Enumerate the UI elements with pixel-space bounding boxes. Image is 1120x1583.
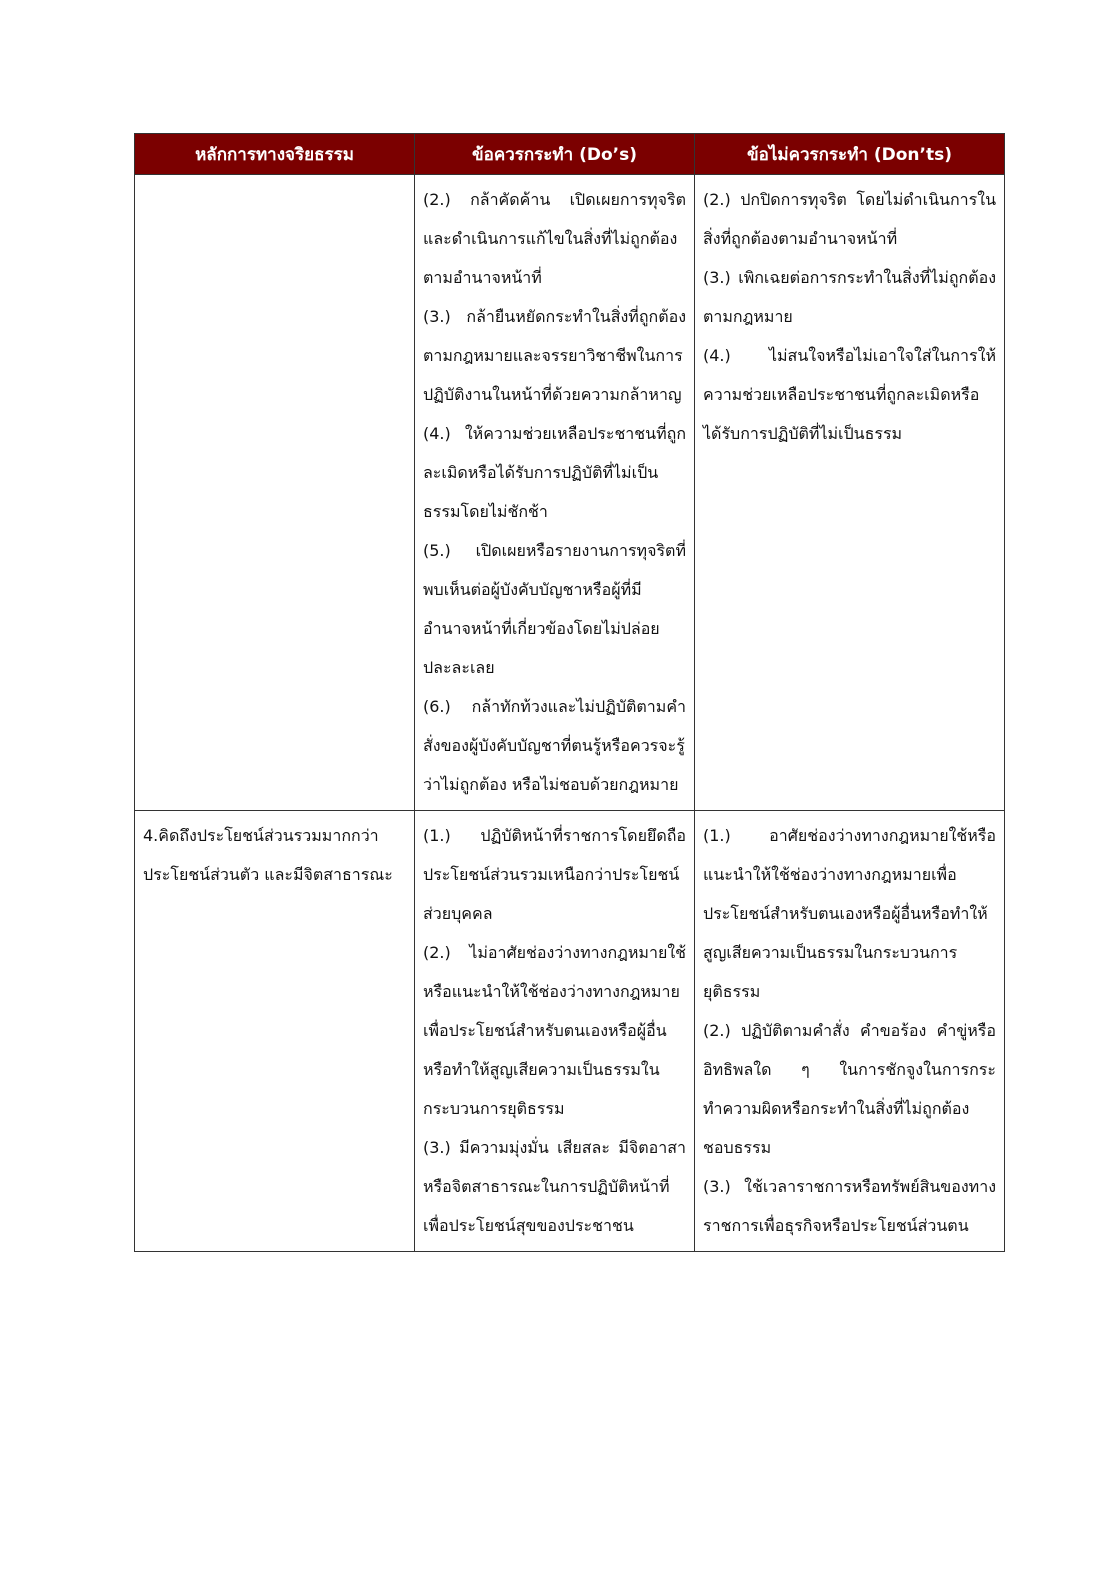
dos-item: (2.) กล้าคัดค้าน เปิดเผยการทุจริต และดำเนินการแก้ไขในสิ่งที่ไม่ถูกต้องตามอำนาจหน้าที่ (423, 190, 686, 287)
donts-item: (4.) ไม่สนใจหรือไม่เอาใจใส่ในการให้ความช่วยเหลือประชาชนที่ถูกละเมิดหรือได้รับการปฏิบัติที่ไม่เป็นธรรม (703, 346, 996, 443)
dos-item: (3.) มีความมุ่งมั่น เสียสละ มีจิตอาสาหรือจิตสาธารณะในการปฏิบัติหน้าที่เพื่อประโยชน์สุขของประชาชน (423, 1138, 686, 1235)
dos-cell (415, 811, 695, 1252)
donts-item: (2.) ปกปิดการทุจริต โดยไม่ดำเนินการในสิ่งที่ถูกต้องตามอำนาจหน้าที่ (703, 190, 996, 248)
donts-item: (3.) ใช้เวลาราชการหรือทรัพย์สินของทางราชการเพื่อธุรกิจหรือประโยชน์ส่วนตน (703, 1177, 996, 1235)
donts-item: (3.) เพิกเฉยต่อการกระทำในสิ่งที่ไม่ถูกต้องตามกฎหมาย (703, 268, 996, 326)
principle-text: 4.คิดถึงประโยชน์ส่วนรวมมากกว่าประโยชน์ส่วนตัว และมีจิตสาธารณะ (143, 826, 393, 884)
dos-list (423, 816, 686, 1245)
donts-item: (1.) อาศัยช่องว่างทางกฎหมายใช้หรือแนะนำให้ใช้ช่องว่างทางกฎหมายเพื่อประโยชน์สำหรับตนเองหรือผู้อื่นหรือทำให้สูญเสียความเป็นธรรมในกระบวนการยุติธรรม (703, 826, 996, 1001)
donts-cell (695, 175, 1005, 811)
header-principle: หลักการทางจริยธรรม (135, 134, 415, 175)
donts-item: (2.) ปฏิบัติตามคำสั่ง คำขอร้อง คำขู่หรืออิทธิพลใด ๆ ในการชักจูงในการกระทำความผิดหรือกระทำในสิ่งที่ไม่ถูกต้องชอบธรรม (703, 1021, 996, 1157)
header-donts: ข้อไม่ควรกระทำ (Don’ts) (695, 134, 1005, 175)
header-row (135, 134, 1005, 175)
dos-item: (5.) เปิดเผยหรือรายงานการทุจริตที่พบเห็นต่อผู้บังคับบัญชาหรือผู้ที่มีอำนาจหน้าที่เกี่ยวข้องโดยไม่ปล่อยปละละเลย (423, 541, 686, 677)
dos-item: (1.) ปฏิบัติหน้าที่ราชการโดยยึดถือประโยชน์ส่วนรวมเหนือกว่าประโยชน์ส่วยบุคคล (423, 826, 686, 923)
principle-cell (135, 175, 415, 811)
dos-item: (4.) ให้ความช่วยเหลือประชาชนที่ถูกละเมิดหรือได้รับการปฏิบัติที่ไม่เป็นธรรมโดยไม่ชักช้า (423, 424, 686, 521)
dos-item: (2.) ไม่อาศัยช่องว่างทางกฎหมายใช้หรือแนะนำให้ใช้ช่องว่างทางกฎหมายเพื่อประโยชน์สำหรับตนเองหรือผู้อื่น หรือทำให้สูญเสียความเป็นธรรมในกระบวนการยุติธรรม (423, 943, 686, 1118)
principle-cell (135, 811, 415, 1252)
dos-item: (6.) กล้าทักท้วงและไม่ปฏิบัติตามคำสั่งของผู้บังคับบัญชาที่ตนรู้หรือควรจะรู้ว่าไม่ถูกต้อง หรือไม่ชอบด้วยกฎหมาย (423, 697, 686, 794)
donts-list (703, 180, 996, 453)
ethics-table (134, 133, 1005, 1252)
table-row (135, 175, 1005, 811)
header-dos: ข้อควรกระทำ (Do’s) (415, 134, 695, 175)
table-row (135, 811, 1005, 1252)
dos-item: (3.) กล้ายืนหยัดกระทำในสิ่งที่ถูกต้องตามกฎหมายและจรรยาวิชาชีพในการปฏิบัติงานในหน้าที่ด้วยความกล้าหาญ (423, 307, 686, 404)
table-body (135, 175, 1005, 1252)
donts-cell (695, 811, 1005, 1252)
dos-list (423, 180, 686, 804)
dos-cell (415, 175, 695, 811)
table-header (135, 134, 1005, 175)
donts-list (703, 816, 996, 1245)
